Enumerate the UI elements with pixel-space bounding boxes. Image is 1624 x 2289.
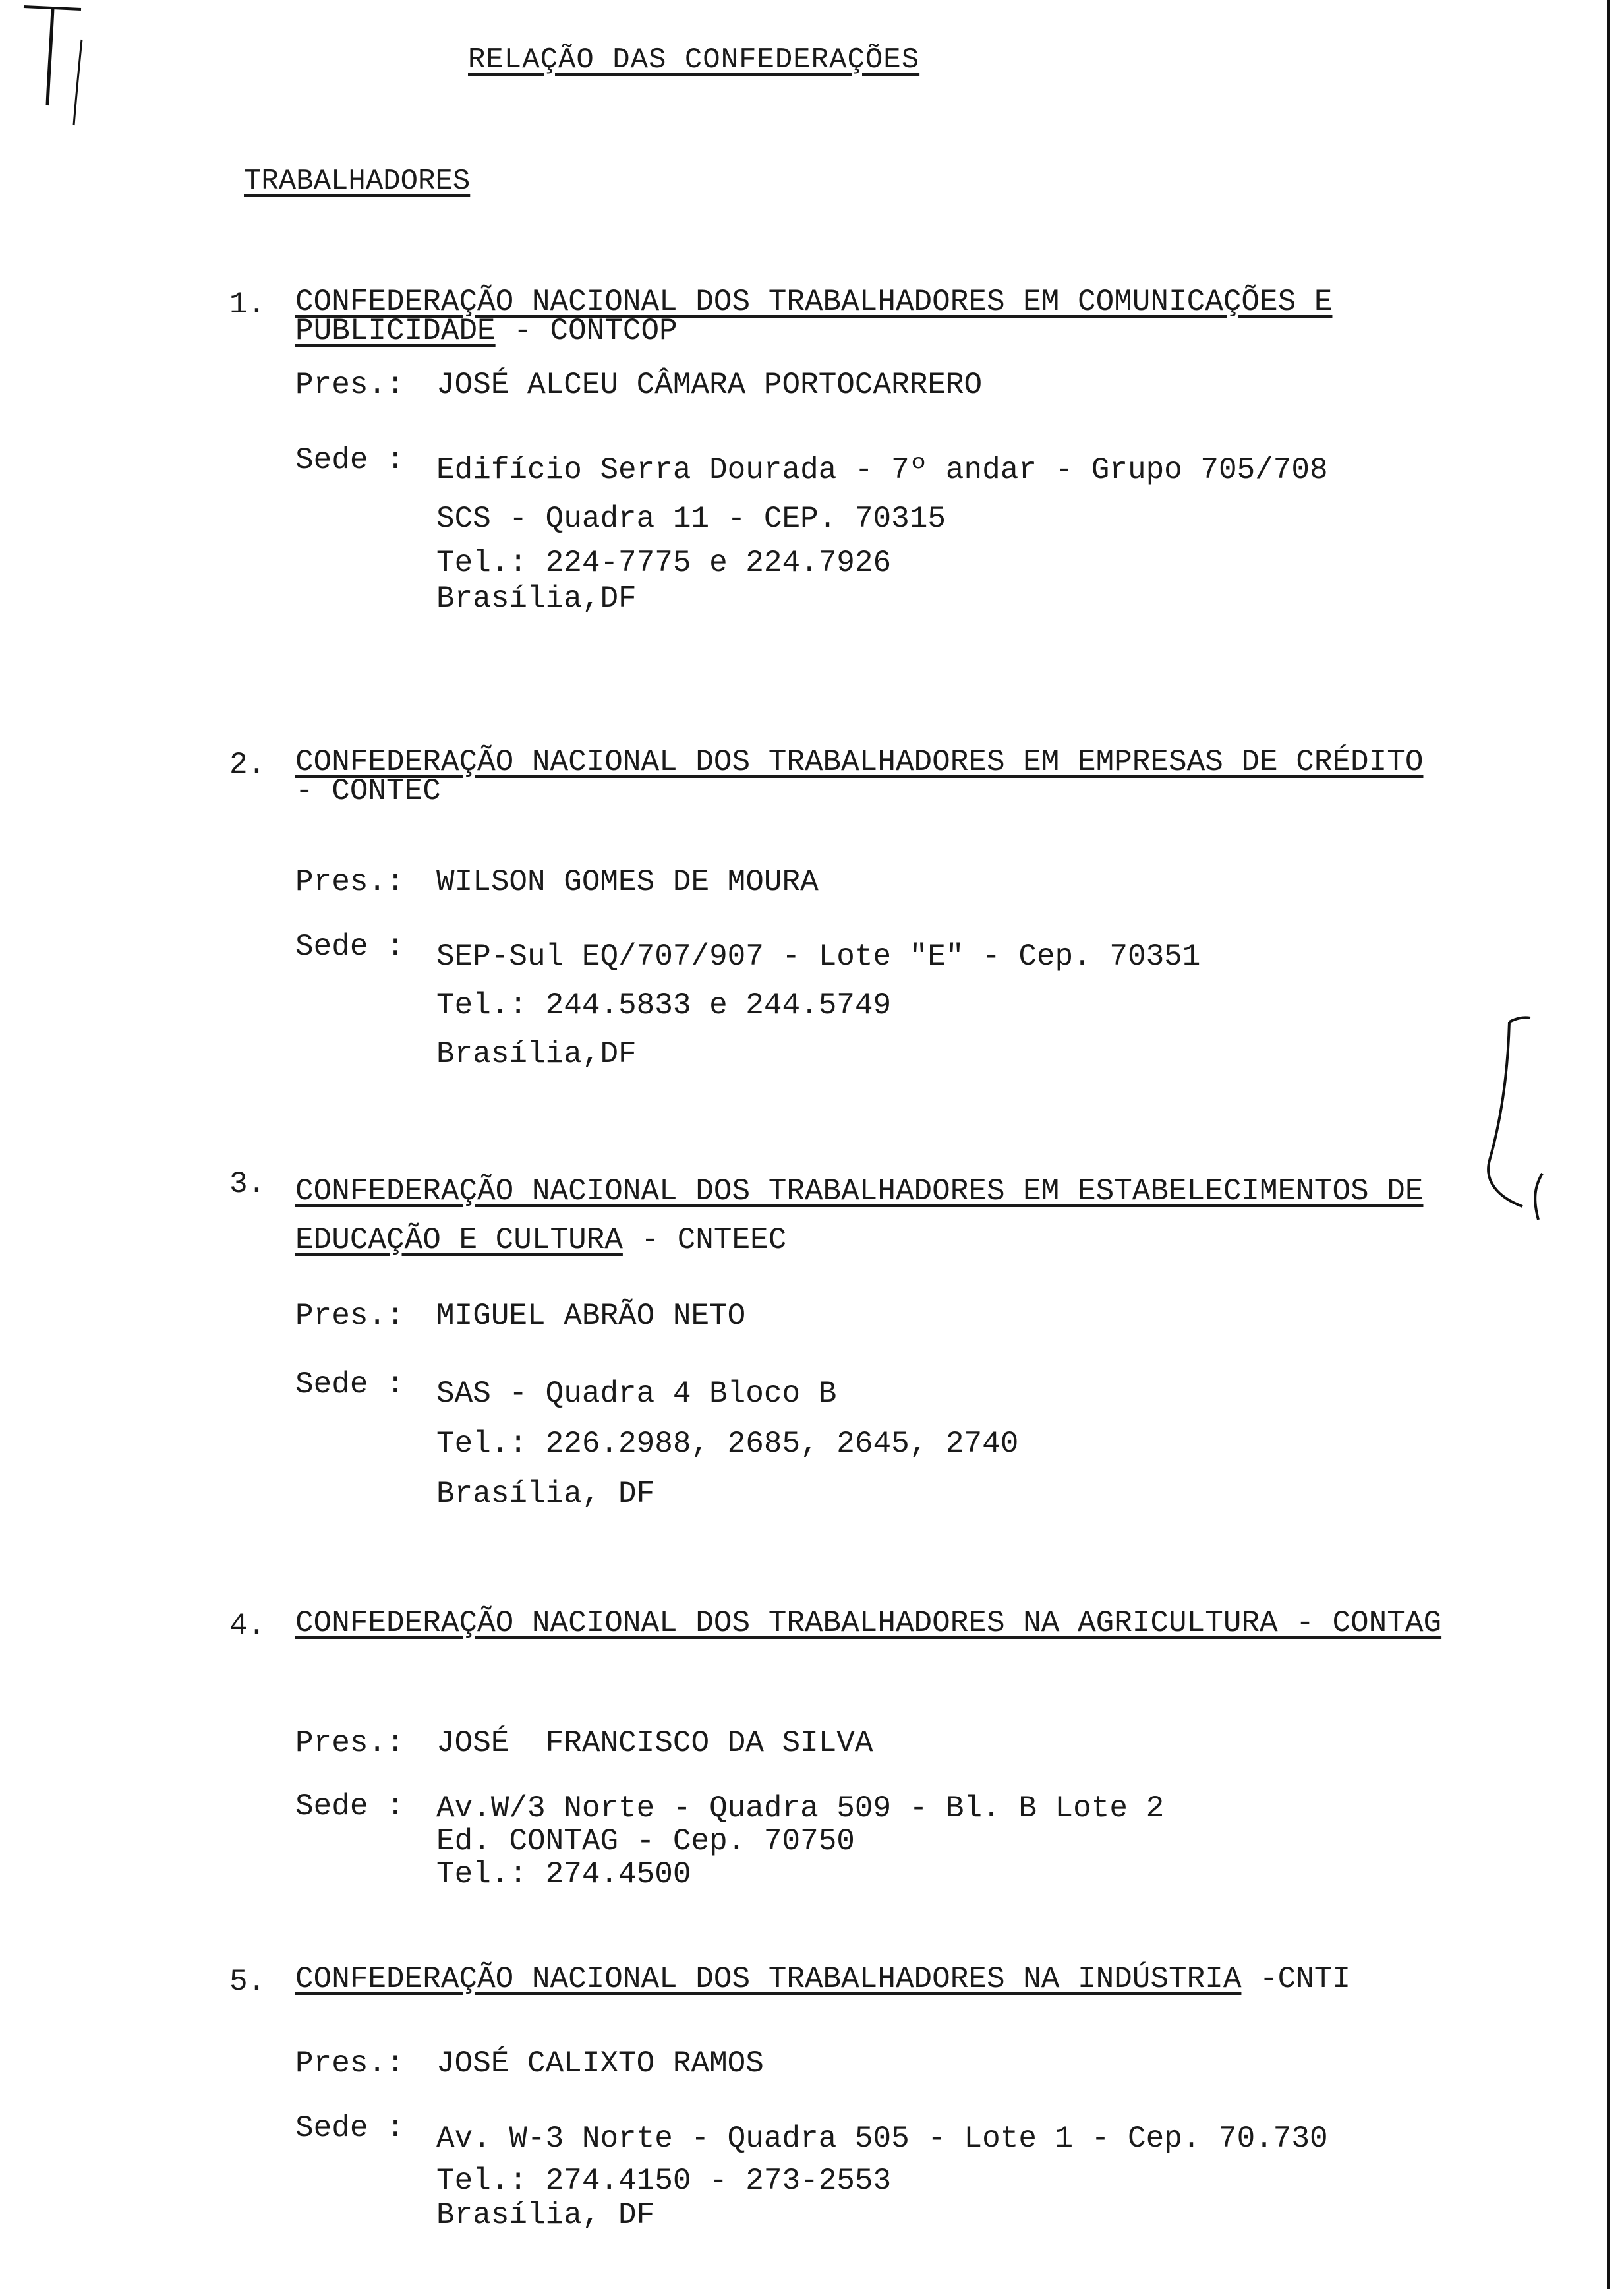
president-row — [295, 2046, 764, 2081]
president-row — [295, 1299, 745, 1333]
address-line: Brasília, DF — [436, 2198, 655, 2232]
address-line: SCS - Quadra 11 - CEP. 70315 — [436, 502, 946, 536]
address-line: Av. W-3 Norte - Quadra 505 - Lote 1 - Cep. 70.730 — [436, 2122, 1328, 2156]
entry-number: 5. — [229, 1965, 266, 1999]
president-label: Pres.: — [295, 1299, 405, 1333]
section-heading: TRABALHADORES — [244, 165, 471, 198]
handwritten-bracket-icon — [1457, 1009, 1549, 1226]
sede-label: Sede : — [295, 443, 405, 477]
address-line: Edifício Serra Dourada - 7º andar - Grupo 705/708 — [436, 453, 1328, 487]
president-label: Pres.: — [295, 1726, 405, 1760]
sede-label: Sede : — [295, 2111, 405, 2145]
president-name: WILSON GOMES DE MOURA — [436, 865, 819, 899]
sede-address — [436, 1792, 1464, 1891]
president-label: Pres.: — [295, 368, 405, 402]
address-line: Av.W/3 Norte - Quadra 509 - Bl. B Lote 2 — [436, 1791, 1165, 1826]
address-line: Tel.: 224-7775 e 224.7926 — [436, 546, 892, 580]
president-label: Pres.: — [295, 2046, 405, 2081]
entry-number: 1. — [229, 287, 266, 322]
sede-address — [436, 932, 1464, 1079]
president-name: JOSÉ FRANCISCO DA SILVA — [436, 1726, 873, 1760]
confederation-name: CONFEDERAÇÃO NACIONAL DOS TRABALHADORES NA INDÚSTRIA -CNTI — [295, 1962, 1351, 1996]
confederation-name: CONFEDERAÇÃO NACIONAL DOS TRABALHADORES EM ESTABELECIMENTOS DE EDUCAÇÃO E CULTURA - CNTEEC — [295, 1174, 1424, 1257]
sede-address — [436, 2114, 1464, 2232]
entry-number: 2. — [229, 748, 266, 782]
entry-number: 4. — [229, 1609, 266, 1643]
president-label: Pres.: — [295, 865, 405, 899]
president-row — [295, 865, 819, 899]
entry-number: 3. — [229, 1167, 266, 1201]
address-line: Tel.: 226.2988, 2685, 2645, 2740 — [436, 1427, 1019, 1461]
confederation-name: CONFEDERAÇÃO NACIONAL DOS TRABALHADORES EM COMUNICAÇÕES E PUBLICIDADE - CONTCOP — [295, 285, 1333, 348]
sede-label: Sede : — [295, 930, 405, 964]
handwritten-mark-icon — [18, 0, 91, 132]
president-row — [295, 1726, 873, 1760]
confederation-name: CONFEDERAÇÃO NACIONAL DOS TRABALHADORES NA AGRICULTURA - CONTAG — [295, 1606, 1442, 1640]
president-name: MIGUEL ABRÃO NETO — [436, 1299, 746, 1333]
sede-label: Sede : — [295, 1789, 405, 1824]
address-line: SAS - Quadra 4 Bloco B — [436, 1377, 837, 1411]
address-line: Tel.: 244.5833 e 244.5749 — [436, 988, 892, 1023]
page-edge-rule — [1607, 0, 1610, 2289]
address-line: Brasília,DF — [436, 581, 637, 616]
confederation-name: CONFEDERAÇÃO NACIONAL DOS TRABALHADORES EM EMPRESAS DE CRÉDITO - CONTEC — [295, 745, 1424, 808]
sede-label: Sede : — [295, 1367, 405, 1402]
address-line: SEP-Sul EQ/707/907 - Lote "E" - Cep. 70351 — [436, 939, 1201, 974]
address-line: Brasília, DF — [436, 1477, 655, 1511]
address-line: Brasília,DF — [436, 1037, 637, 1071]
document-title: RELAÇÃO DAS CONFEDERAÇÕES — [468, 44, 920, 76]
address-line: Tel.: 274.4500 — [436, 1857, 691, 1891]
president-name: JOSÉ ALCEU CÂMARA PORTOCARRERO — [436, 368, 983, 402]
sede-address — [436, 1369, 1464, 1519]
sede-address — [436, 446, 1464, 614]
president-name: JOSÉ CALIXTO RAMOS — [436, 2046, 764, 2081]
address-line: Tel.: 274.4150 - 273-2553 — [436, 2164, 892, 2198]
president-row — [295, 368, 982, 402]
address-line: Ed. CONTAG - Cep. 70750 — [436, 1824, 855, 1858]
